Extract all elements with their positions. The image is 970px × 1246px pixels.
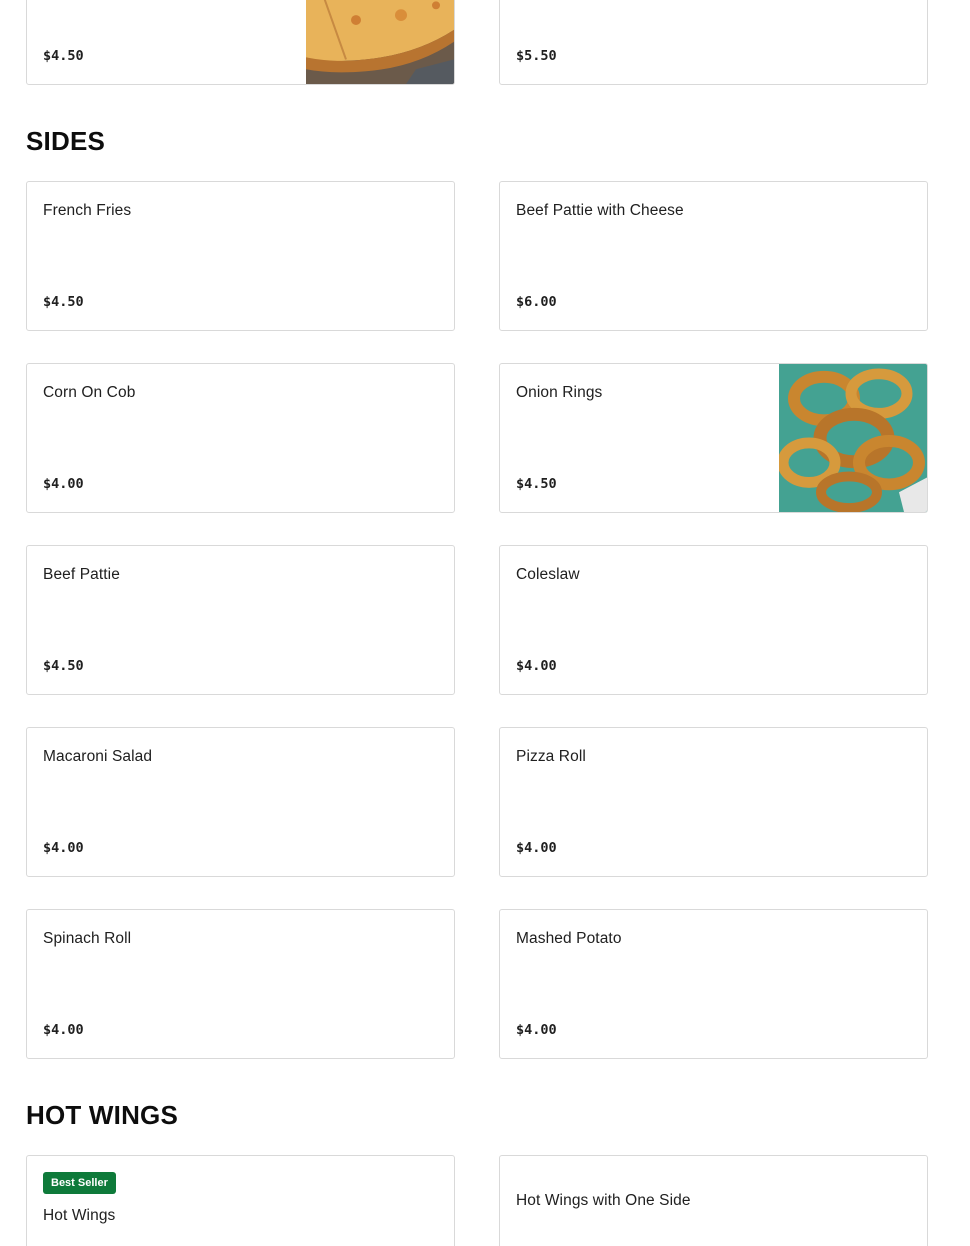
item-price: $4.00 (43, 840, 84, 856)
menu-item-spinach-roll[interactable] (26, 909, 455, 1059)
item-name: Hot Wings (43, 1207, 116, 1224)
section-title-hot-wings: HOT WINGS (26, 1100, 179, 1130)
menu-item-card[interactable] (499, 0, 928, 85)
item-price: $4.50 (516, 476, 557, 492)
menu-item-card[interactable] (26, 0, 455, 85)
item-price: $4.50 (43, 294, 84, 310)
onion-rings-photo (779, 364, 927, 512)
item-price: $4.00 (43, 476, 84, 492)
section-title-sides: SIDES (26, 126, 106, 156)
item-price: $4.50 (43, 48, 84, 64)
menu-item-beef-pattie[interactable] (26, 545, 455, 695)
item-name: Hot Wings with One Side (516, 1192, 691, 1209)
menu-item-hot-wings[interactable] (26, 1155, 455, 1246)
menu-item-mashed-potato[interactable] (499, 909, 928, 1059)
item-name: Spinach Roll (43, 930, 132, 947)
menu-item-corn-on-cob[interactable] (26, 363, 455, 513)
item-name: Coleslaw (516, 566, 580, 583)
item-price: $6.00 (516, 294, 557, 310)
item-price: $4.50 (43, 658, 84, 674)
menu-item-beef-pattie-with-cheese[interactable] (499, 181, 928, 331)
menu-item-macaroni-salad[interactable] (26, 727, 455, 877)
item-price: $4.00 (43, 1022, 84, 1038)
best-seller-badge: Best Seller (43, 1172, 116, 1194)
item-name: Pizza Roll (516, 748, 586, 765)
menu-item-hot-wings-with-one-side[interactable] (499, 1155, 928, 1246)
menu-item-french-fries[interactable] (26, 181, 455, 331)
item-price: $5.50 (516, 48, 557, 64)
item-name: French Fries (43, 202, 132, 219)
item-name: Corn On Cob (43, 384, 136, 401)
item-price: $4.00 (516, 1022, 557, 1038)
item-name: Macaroni Salad (43, 748, 153, 765)
menu-item-onion-rings[interactable] (499, 363, 928, 513)
item-price: $4.00 (516, 840, 557, 856)
item-name: Mashed Potato (516, 930, 622, 947)
menu-item-pizza-roll[interactable] (499, 727, 928, 877)
item-name: Beef Pattie (43, 566, 120, 583)
pizza-slice-photo (306, 0, 454, 84)
item-name: Beef Pattie with Cheese (516, 202, 684, 219)
item-name: Onion Rings (516, 384, 603, 401)
menu-item-coleslaw[interactable] (499, 545, 928, 695)
item-price: $4.00 (516, 658, 557, 674)
